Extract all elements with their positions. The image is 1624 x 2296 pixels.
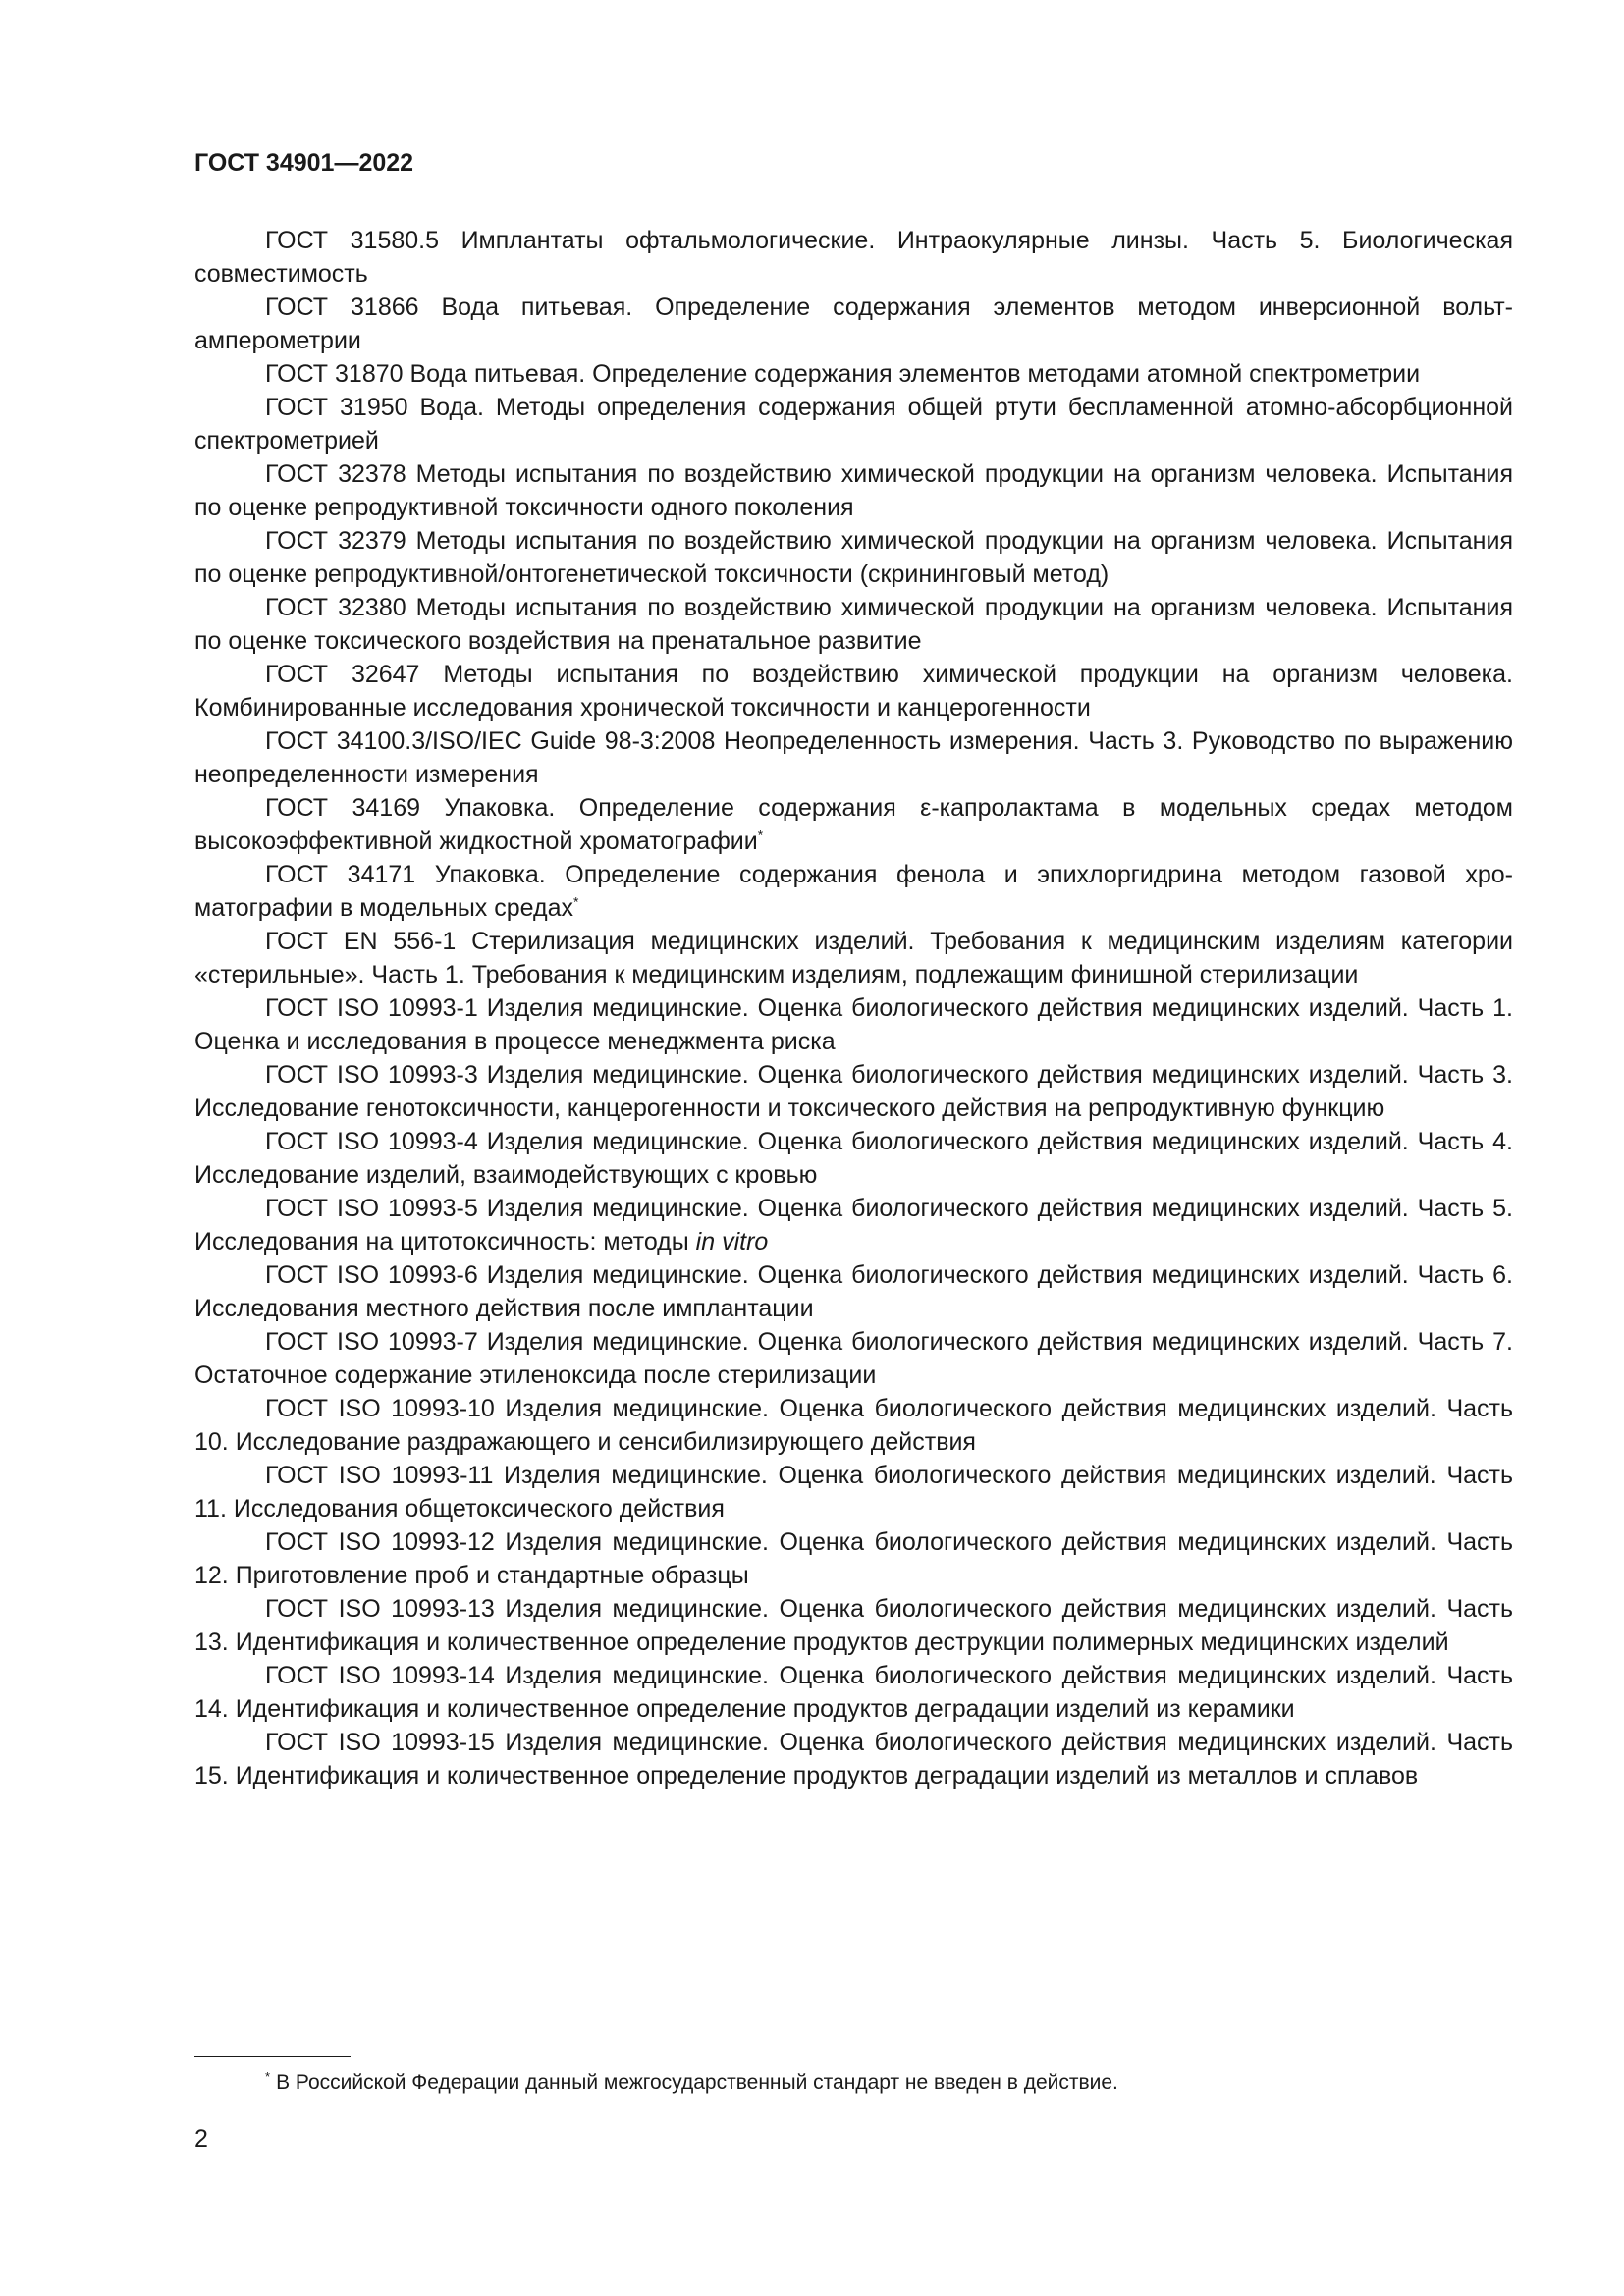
- reference-item: ГОСТ ISO 10993-4 Изделия медицинские. Оценка биологического действия медицинских изделий. Часть 4. Исследование изделий, взаимодействующих с кровью: [194, 1128, 1513, 1189]
- reference-item: ГОСТ 32378 Методы испытания по воздействию химической продукции на организм человека. Испытания по оценке репродуктивной токсичности одного поколения: [194, 460, 1513, 521]
- normative-references-list: [194, 224, 1513, 1792]
- page-header-title: ГОСТ 34901—2022: [194, 149, 414, 177]
- reference-item: ГОСТ 34169 Упаковка. Определение содержания ε-капролактама в модельных средах методом высокоэффективной жидкостной хроматографии*: [194, 794, 1513, 855]
- reference-item: ГОСТ ISO 10993-14 Изделия медицинские. Оценка биологического действия медицинских изделий. Часть 14. Идентификация и количественное определение продуктов деградации изделий из керамики: [194, 1662, 1513, 1723]
- reference-item: ГОСТ ISO 10993-10 Изделия медицинские. Оценка биологического действия медицинских изделий. Часть 10. Исследование раздражающего и сенсибилизирующего действия: [194, 1395, 1513, 1456]
- reference-item: ГОСТ ISO 10993-13 Изделия медицинские. Оценка биологического действия медицинских изделий. Часть 13. Идентификация и количественное определение продуктов деструкции полимерных медицинских изделий: [194, 1595, 1513, 1656]
- reference-item: ГОСТ 32379 Методы испытания по воздействию химической продукции на организм человека. Испытания по оценке репродуктивной/онтогенетической токсичности (скрининговый метод): [194, 527, 1513, 588]
- reference-item: ГОСТ 32380 Методы испытания по воздействию химической продукции на организм человека. Испытания по оценке токсического воздействия на пренатальное развитие: [194, 594, 1513, 655]
- reference-item: ГОСТ 31866 Вода питьевая. Определение содержания элементов методом инверсионной вольтамперометрии: [194, 294, 1513, 354]
- reference-item: ГОСТ ISO 10993-3 Изделия медицинские. Оценка биологического действия медицинских изделий. Часть 3. Исследование генотоксичности, канцерогенности и токсического действия на репродуктивную функцию: [194, 1061, 1513, 1122]
- reference-item: ГОСТ ISO 10993-7 Изделия медицинские. Оценка биологического действия медицинских изделий. Часть 7. Остаточное содержание этиленоксида после стерилизации: [194, 1328, 1513, 1389]
- page-number: 2: [194, 2125, 208, 2153]
- reference-item: ГОСТ ISO 10993-12 Изделия медицинские. Оценка биологического действия медицинских изделий. Часть 12. Приготовление проб и стандартные образцы: [194, 1528, 1513, 1589]
- reference-item: ГОСТ 34100.3/ISO/IEC Guide 98-3:2008 Неопределенность измерения. Часть 3. Руководство по выражению неопределенности измерения: [194, 727, 1513, 788]
- footnote-mark: *: [573, 893, 579, 910]
- reference-item: ГОСТ ISO 10993-6 Изделия медицинские. Оценка биологического действия медицинских изделий. Часть 6. Исследования местного действия после имплантации: [194, 1261, 1513, 1322]
- reference-item: ГОСТ ISO 10993-15 Изделия медицинские. Оценка биологического действия медицинских изделий. Часть 15. Идентификация и количественное определение продуктов деградации изделий из металлов и сплавов: [194, 1729, 1513, 1789]
- reference-item: ГОСТ ISO 10993-5 Изделия медицинские. Оценка биологического действия медицинских изделий. Часть 5. Исследования на цитотоксичность: методы in vitro: [194, 1195, 1513, 1255]
- reference-item: ГОСТ ISO 10993-1 Изделия медицинские. Оценка биологического действия медицинских изделий. Часть 1. Оценка и исследования в процессе менеджмента риска: [194, 994, 1513, 1055]
- reference-item: ГОСТ 31870 Вода питьевая. Определение содержания элементов методами атомной спектрометрии: [265, 360, 1421, 388]
- footnote-mark: *: [757, 827, 764, 843]
- reference-item: ГОСТ 34171 Упаковка. Определение содержания фенола и эпихлоргидрина методом газовой хроматографии в модельных средах*: [194, 861, 1513, 922]
- footnote-divider: [194, 2056, 351, 2057]
- reference-item: ГОСТ 32647 Методы испытания по воздействию химической продукции на организм человека. Комбинированные исследования хронической токсичности и канцерогенности: [194, 661, 1513, 721]
- footnote-text: В Российской Федерации данный межгосударственный стандарт не введен в действие.: [276, 2071, 1118, 2094]
- reference-item: ГОСТ ISO 10993-11 Изделия медицинские. Оценка биологического действия медицинских изделий. Часть 11. Исследования общетоксического действия: [194, 1462, 1513, 1522]
- reference-item: ГОСТ 31580.5 Имплантаты офтальмологические. Интраокулярные линзы. Часть 5. Биологическая совместимость: [194, 227, 1513, 288]
- footnote: [265, 2071, 1118, 2095]
- italic-term: in vitro: [695, 1228, 769, 1255]
- reference-item: ГОСТ 31950 Вода. Методы определения содержания общей ртути беспламенной атомно-абсорбционной спектрометрией: [194, 394, 1513, 454]
- footnote-mark: *: [265, 2069, 271, 2084]
- reference-item: ГОСТ EN 556-1 Стерилизация медицинских изделий. Требования к медицинским изделиям категории «стерильные». Часть 1. Требования к медицинским изделиям, подлежащим финишной стерилизации: [194, 928, 1513, 988]
